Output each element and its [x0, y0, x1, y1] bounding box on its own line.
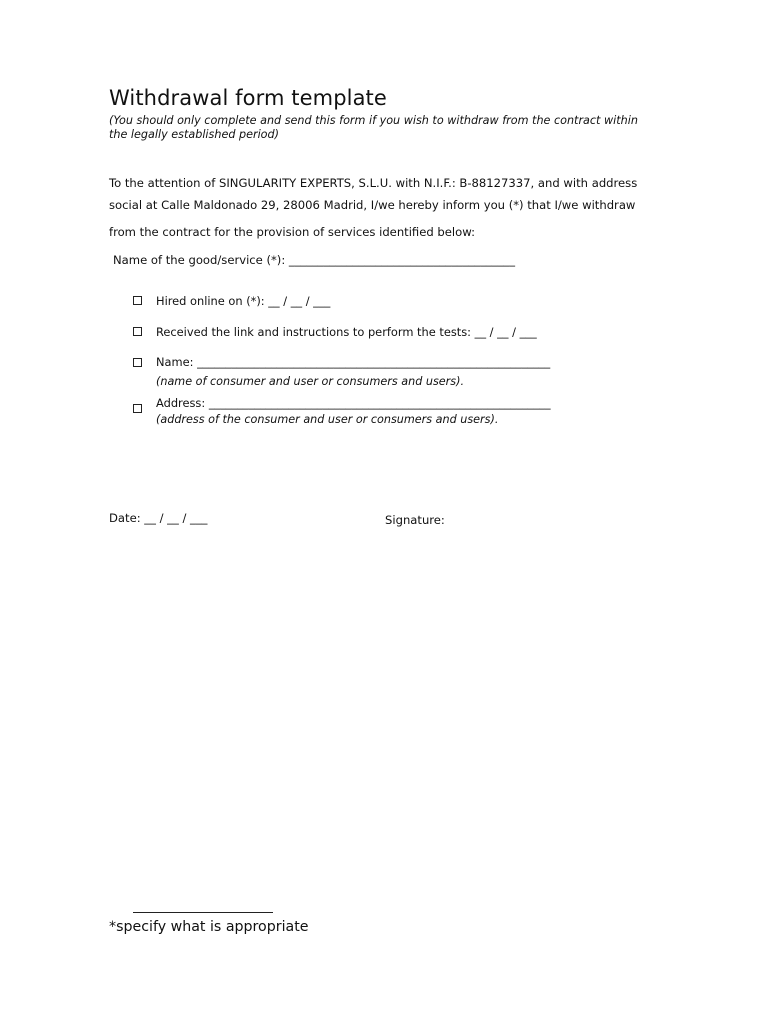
intro-line-1: To the attention of SINGULARITY EXPERTS, S.L.U. with N.I.F.: B-88127337, and with address	[109, 176, 638, 190]
name-note: (name of consumer and user or consumers and users).	[156, 375, 465, 388]
intro-line-3: from the contract for the provision of services identified below:	[109, 225, 475, 239]
address-note: (address of the consumer and user or consumers and users).	[156, 413, 499, 426]
name-field[interactable]: Name: ______________________________________________________________	[156, 355, 551, 369]
signature-label: Signature:	[385, 513, 445, 527]
received-link-label[interactable]: Received the link and instructions to perform the tests: __ / __ / ___	[156, 325, 537, 339]
good-service-field[interactable]: Name of the good/service (*): _______________________________________	[113, 253, 515, 267]
received-link-checkbox[interactable]	[133, 327, 142, 336]
address-field[interactable]: Address: ____________________________________________________________	[156, 396, 551, 410]
name-checkbox[interactable]	[133, 358, 142, 367]
intro-line-2: social at Calle Maldonado 29, 28006 Madrid, I/we hereby inform you (*) that I/we withdraw	[109, 198, 636, 212]
footnote: *specify what is appropriate	[109, 919, 309, 935]
subtitle	[109, 114, 638, 142]
footnote-divider	[133, 912, 273, 913]
date-field[interactable]: Date: __ / __ / ___	[109, 511, 208, 525]
page-title: Withdrawal form template	[109, 86, 387, 110]
hired-online-label[interactable]: Hired online on (*): __ / __ / ___	[156, 294, 331, 308]
subtitle-line-2: the legally established period)	[109, 128, 279, 141]
address-checkbox[interactable]	[133, 404, 142, 413]
subtitle-line-1: (You should only complete and send this form if you wish to withdraw from the contract within	[109, 114, 638, 127]
hired-online-checkbox[interactable]	[133, 296, 142, 305]
